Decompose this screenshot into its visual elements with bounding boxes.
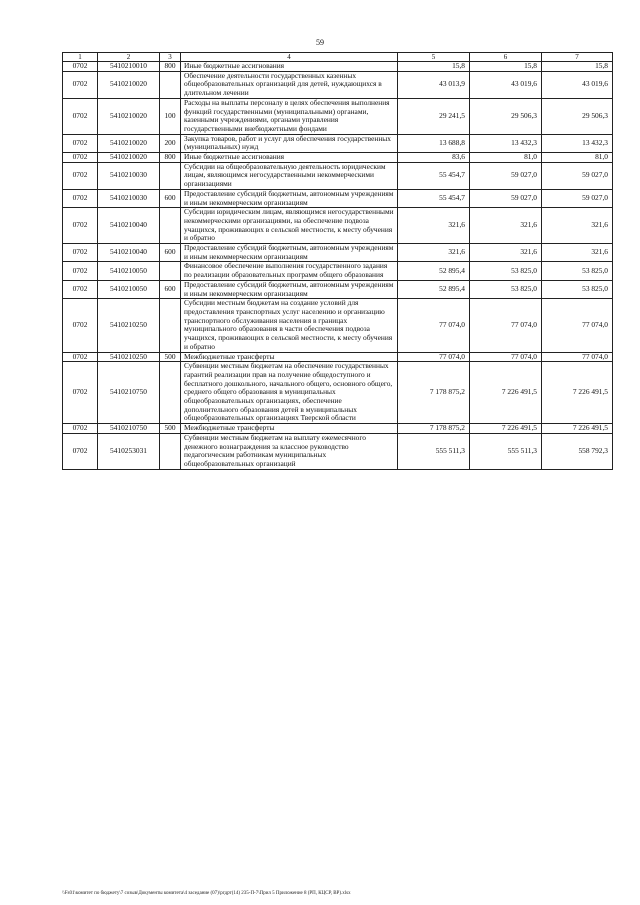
amount-col6: 59 027,0 (470, 162, 542, 189)
item-name: Субвенции местным бюджетам на обеспечение государственных гарантий реализации прав на получение общедоступного и бесплатного дошкольного, начального общего, основного общего, среднего общего образования в муниципальных общеобразовательных организациях, обеспечение дополнительного образования детей в муниципальных общеобразовательных организациях Тверской области (181, 362, 398, 424)
amount-col5: 7 178 875,2 (398, 362, 470, 424)
expense-type-code (160, 162, 181, 189)
section-code: 0702 (63, 62, 98, 72)
header-cell: 3 (160, 53, 181, 62)
item-name: Субсидии юридическим лицам, являющимся негосударственными некоммерческими организациями, на обеспечение подвоза учащихся, проживающих в сельской местности, к месту обучения и обратно (181, 208, 398, 244)
amount-col5: 555 511,3 (398, 433, 470, 469)
table-row (63, 424, 613, 434)
expense-type-code: 200 (160, 134, 181, 152)
amount-col6: 7 226 491,5 (470, 362, 542, 424)
section-code: 0702 (63, 433, 98, 469)
target-article-code: 5410210020 (98, 134, 160, 152)
expense-type-code (160, 208, 181, 244)
amount-col7: 77 074,0 (542, 299, 613, 352)
amount-col6: 59 027,0 (470, 189, 542, 207)
amount-col7: 7 226 491,5 (542, 424, 613, 434)
table-row (63, 280, 613, 298)
item-name: Субвенции местным бюджетам на выплату ежемесячного денежного вознаграждения за классное руководство педагогическим работникам муниципальных общеобразовательных организаций (181, 433, 398, 469)
table-row (63, 262, 613, 280)
table-row (63, 244, 613, 262)
amount-col7: 53 825,0 (542, 280, 613, 298)
target-article-code: 5410210050 (98, 280, 160, 298)
item-name: Субсидии на общеобразовательную деятельность юридическим лицам, являющимся негосударственными некоммерческими организациями (181, 162, 398, 189)
amount-col7: 13 432,3 (542, 134, 613, 152)
amount-col6: 15,8 (470, 62, 542, 72)
amount-col7: 59 027,0 (542, 162, 613, 189)
section-code: 0702 (63, 71, 98, 98)
target-article-code: 5410210040 (98, 208, 160, 244)
expense-type-code (160, 262, 181, 280)
amount-col7: 558 792,3 (542, 433, 613, 469)
amount-col5: 43 013,9 (398, 71, 470, 98)
amount-col6: 29 506,3 (470, 98, 542, 134)
item-name: Иные бюджетные ассигнования (181, 62, 398, 72)
amount-col7: 59 027,0 (542, 189, 613, 207)
expense-type-code: 600 (160, 280, 181, 298)
amount-col7: 53 825,0 (542, 262, 613, 280)
header-cell: 2 (98, 53, 160, 62)
section-code: 0702 (63, 208, 98, 244)
amount-col6: 77 074,0 (470, 299, 542, 352)
expense-type-code (160, 71, 181, 98)
section-code: 0702 (63, 162, 98, 189)
amount-col6: 13 432,3 (470, 134, 542, 152)
table-row (63, 208, 613, 244)
amount-col6: 53 825,0 (470, 280, 542, 298)
amount-col7: 321,6 (542, 244, 613, 262)
table-row (63, 189, 613, 207)
amount-col5: 321,6 (398, 208, 470, 244)
section-code: 0702 (63, 189, 98, 207)
expense-type-code: 500 (160, 352, 181, 362)
amount-col5: 52 895,4 (398, 280, 470, 298)
expense-type-code: 100 (160, 98, 181, 134)
amount-col6: 53 825,0 (470, 262, 542, 280)
section-code: 0702 (63, 299, 98, 352)
section-code: 0702 (63, 98, 98, 134)
table-row (63, 98, 613, 134)
item-name: Межбюджетные трансферты (181, 424, 398, 434)
expense-type-code: 800 (160, 153, 181, 163)
table-row (63, 362, 613, 424)
item-name: Расходы на выплаты персоналу в целях обеспечения выполнения функций государственными (муниципальными) органами, казенными учреждениями, органами управления государственными внебюджетными фондами (181, 98, 398, 134)
section-code: 0702 (63, 352, 98, 362)
amount-col6: 43 019,6 (470, 71, 542, 98)
amount-col7: 29 506,3 (542, 98, 613, 134)
target-article-code: 5410210020 (98, 153, 160, 163)
expense-type-code: 500 (160, 424, 181, 434)
amount-col6: 321,6 (470, 244, 542, 262)
target-article-code: 5410210050 (98, 262, 160, 280)
table-row (63, 153, 613, 163)
table-row (63, 299, 613, 352)
amount-col5: 7 178 875,2 (398, 424, 470, 434)
table-row (63, 134, 613, 152)
amount-col5: 29 241,5 (398, 98, 470, 134)
header-cell: 4 (181, 53, 398, 62)
section-code: 0702 (63, 134, 98, 152)
header-cell: 7 (542, 53, 613, 62)
amount-col5: 77 074,0 (398, 352, 470, 362)
target-article-code: 5410210030 (98, 162, 160, 189)
expense-type-code (160, 299, 181, 352)
header-cell: 5 (398, 53, 470, 62)
amount-col5: 77 074,0 (398, 299, 470, 352)
amount-col7: 81,0 (542, 153, 613, 163)
item-name: Иные бюджетные ассигнования (181, 153, 398, 163)
item-name: Закупка товаров, работ и услуг для обеспечения государственных (муниципальных) нужд (181, 134, 398, 152)
amount-col6: 81,0 (470, 153, 542, 163)
amount-col6: 321,6 (470, 208, 542, 244)
amount-col6: 77 074,0 (470, 352, 542, 362)
target-article-code: 5410210250 (98, 352, 160, 362)
amount-col5: 55 454,7 (398, 189, 470, 207)
item-name: Финансовое обеспечение выполнения государственного задания по реализации образовательных программ общего образования (181, 262, 398, 280)
budget-table (62, 52, 613, 470)
item-name: Обеспечение деятельности государственных казенных общеобразовательных организаций для детей, нуждающихся в длительном лечении (181, 71, 398, 98)
amount-col5: 52 895,4 (398, 262, 470, 280)
target-article-code: 5410253031 (98, 433, 160, 469)
item-name: Предоставление субсидий бюджетным, автономным учреждениям и иным некоммерческим организациям (181, 189, 398, 207)
amount-col5: 83,6 (398, 153, 470, 163)
target-article-code: 5410210040 (98, 244, 160, 262)
expense-type-code (160, 433, 181, 469)
target-article-code: 5410210010 (98, 62, 160, 72)
page-number: 59 (316, 38, 324, 47)
target-article-code: 5410210750 (98, 424, 160, 434)
table-row (63, 62, 613, 72)
amount-col7: 77 074,0 (542, 352, 613, 362)
section-code: 0702 (63, 262, 98, 280)
section-code: 0702 (63, 244, 98, 262)
expense-type-code: 800 (160, 62, 181, 72)
header-cell: 6 (470, 53, 542, 62)
amount-col5: 321,6 (398, 244, 470, 262)
amount-col5: 13 688,8 (398, 134, 470, 152)
expense-type-code: 600 (160, 244, 181, 262)
amount-col7: 15,8 (542, 62, 613, 72)
section-code: 0702 (63, 280, 98, 298)
amount-col5: 55 454,7 (398, 162, 470, 189)
amount-col6: 7 226 491,5 (470, 424, 542, 434)
expense-type-code (160, 362, 181, 424)
amount-col5: 15,8 (398, 62, 470, 72)
amount-col7: 43 019,6 (542, 71, 613, 98)
amount-col6: 555 511,3 (470, 433, 542, 469)
section-code: 0702 (63, 153, 98, 163)
item-name: Предоставление субсидий бюджетным, автономным учреждениям и иным некоммерческим организациям (181, 280, 398, 298)
amount-col7: 7 226 491,5 (542, 362, 613, 424)
amount-col7: 321,6 (542, 208, 613, 244)
table-row (63, 162, 613, 189)
table-row (63, 433, 613, 469)
target-article-code: 5410210250 (98, 299, 160, 352)
target-article-code: 5410210030 (98, 189, 160, 207)
target-article-code: 5410210020 (98, 71, 160, 98)
table-row (63, 71, 613, 98)
section-code: 0702 (63, 424, 98, 434)
target-article-code: 5410210020 (98, 98, 160, 134)
target-article-code: 5410210750 (98, 362, 160, 424)
expense-type-code: 600 (160, 189, 181, 207)
item-name: Межбюджетные трансферты (181, 352, 398, 362)
file-path-footer: \\Fs01\комитет по бюджету\7 созыв\Документы комитета\4 заседание (07)\ргдрт(14) 235-П-7\Прил 5 Приложение 8 (РП, КЦСР, ВР).xlsx (62, 891, 351, 896)
item-name: Предоставление субсидий бюджетным, автономным учреждениям и иным некоммерческим организациям (181, 244, 398, 262)
item-name: Субсидии местным бюджетам на создание условий для предоставления транспортных услуг населению и организацию транспортного обслуживания населения в границах муниципального образования в части обеспечения подвоза учащихся, проживающих в сельской местности, к месту обучения и обратно (181, 299, 398, 352)
section-code: 0702 (63, 362, 98, 424)
header-cell: 1 (63, 53, 98, 62)
